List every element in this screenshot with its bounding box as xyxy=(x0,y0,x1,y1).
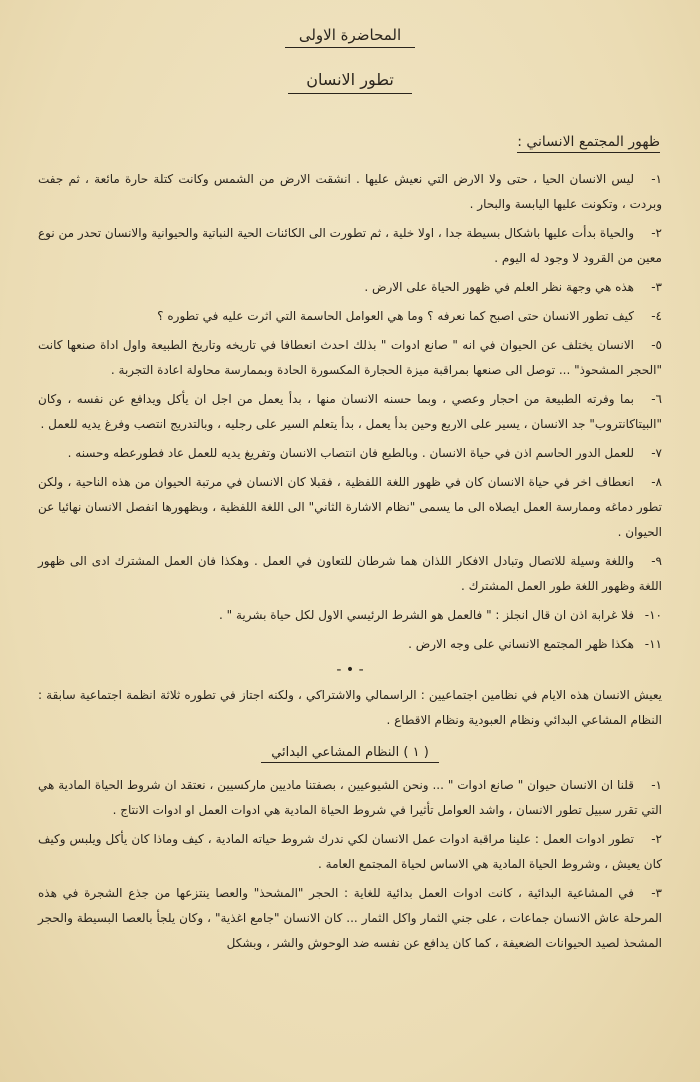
paragraph-text: تطور ادوات العمل : علينا مراقبة ادوات عمل الانسان لكي ندرك شروط حياته المادية ، كيف وماذا كان يأكل ويلبس وكيف كان يعيش ، وشروط الحياة المادية هي الاساس لحياة المجتمع العامة . xyxy=(38,832,662,871)
numbered-paragraph xyxy=(38,773,662,823)
numbered-paragraph xyxy=(38,275,662,300)
numbered-paragraph xyxy=(38,827,662,877)
numbered-paragraph xyxy=(38,441,662,466)
numbered-paragraph xyxy=(38,881,662,956)
paragraph-text: قلنا ان الانسان حيوان " صانع ادوات " ... ونحن الشيوعيين ، بصفتنا ماديين ماركسيين ، نعتقد ان شروط الحياة المادية هي التي تقرر سبيل تطور الانسان ، واشد العوامل تأثيرا في شروط الحياة المادية هي ادوات العمل او ادوات الانتاج . xyxy=(38,778,662,817)
paragraph-number: ٩- xyxy=(651,554,662,568)
document-title: تطور الانسان xyxy=(288,70,412,94)
paragraph-text: ليس الانسان الحيا ، حتى ولا الارض التي نعيش عليها . انشقت الارض من الشمس وكانت كتلة حارة مائعة ، ثم جفت وبردت ، وتكونت عليها اليابسة والبحار . xyxy=(38,172,662,211)
paragraph-number: ٥- xyxy=(651,338,662,352)
numbered-paragraph xyxy=(38,333,662,383)
lecture-label: المحاضرة الاولى xyxy=(285,26,415,48)
paragraph-number: ١- xyxy=(651,172,662,186)
section1-paragraph-list xyxy=(38,167,662,657)
paragraph-text: الانسان يختلف عن الحيوان في انه " صانع ادوات " بذلك احدث انعطافا في تاريخه وتاريخ الطبيعة واول اداة صنعها كانت "الحجر المشحوذ" ... توصل الى صنعها بمراقبة ميزة الحجارة المكسورة الحادة وبممارسة محاولة اعادة التجربة . xyxy=(38,338,662,377)
paragraph-text: انعطاف اخر في حياة الانسان كان في ظهور اللغة اللفظية ، فقبلا كان الانسان في مرتبة الحيوان من هذه الناحية ، ولكن تطور دماغه وممارسة العمل ايصلاه الى ما يسمى "نظام الاشارة الثاني" الى اللغة اللفظية ، وبظهورها انفصل الانسان نهائيا عن الحيوان . xyxy=(38,475,662,539)
paragraph-number: ٣- xyxy=(651,886,662,900)
paragraph-number: ١٠- xyxy=(644,608,662,622)
numbered-paragraph xyxy=(38,470,662,545)
paragraph-number: ٢- xyxy=(651,832,662,846)
paragraph-text: في المشاعية البدائية ، كانت ادوات العمل بدائية للغاية : الحجر "المشحذ" والعصا ينتزعها من جذع الشجرة في هذه المرحلة عاش الانسان جماعات ، على جني الثمار واكل الثمار ... كان الانسان "جامع اغذية" ، وكان يلجأ بالعصا البسيطة والحجر المشحذ لصيد الحيوانات الضعيفة ، كما كان يدافع عن نفسه ضد الوحوش والشر ، وبشكل xyxy=(38,886,662,950)
paragraph-text: هذه هي وجهة نظر العلم في ظهور الحياة على الارض . xyxy=(364,280,634,294)
subsection-heading-wrapper xyxy=(38,741,662,763)
paragraph-text: كيف تطور الانسان حتى اصبح كما نعرفه ؟ وما هي العوامل الحاسمة التي اثرت عليه في تطوره ؟ xyxy=(157,309,634,323)
paragraph-number: ٨- xyxy=(651,475,662,489)
paragraph-number: ٤- xyxy=(651,309,662,323)
paragraph-text: فلا غرابة اذن ان قال انجلز : " فالعمل هو الشرط الرئيسي الاول لكل حياة بشرية " . xyxy=(219,608,634,622)
paragraph-number: ٣- xyxy=(651,280,662,294)
paragraph-number: ١١- xyxy=(644,637,662,651)
subsection-heading-primitive-communism: ( ١ ) النظام المشاعي البدائي xyxy=(261,745,439,763)
paragraph-text: هكذا ظهر المجتمع الانساني على وجه الارض . xyxy=(408,637,634,651)
paragraph-text: بما وفرته الطبيعة من احجار وعصي ، وبما حسنه الانسان منها ، بدأ يعمل من اجل ان يأكل ويدافع عن نفسه ، وكان "البيتاكانتروب" جد الانسان ، يسير على الاربع وحين بدأ يعمل ، بدأ يتعلم السير على رجليه ، وبالتدريج انتصب وفرغ يديه للعمل . xyxy=(38,392,662,431)
paragraph-number: ١- xyxy=(651,778,662,792)
paragraph-number: ٧- xyxy=(651,446,662,460)
document-header xyxy=(38,18,662,94)
section-heading-human-society: ظهور المجتمع الانساني : xyxy=(517,134,660,153)
section2-paragraph-list xyxy=(38,773,662,956)
numbered-paragraph xyxy=(38,304,662,329)
paragraph-text: والحياة بدأت عليها باشكال بسيطة جدا ، اولا خلية ، ثم تطورت الى الكائنات الحية النباتية والحيوانية والانسان تحدر من نوع معين من القرود لا وجود له اليوم . xyxy=(38,226,662,265)
numbered-paragraph xyxy=(38,387,662,437)
intro-paragraph: يعيش الانسان هذه الايام في نظامين اجتماعيين : الراسمالي والاشتراكي ، ولكنه اجتاز في تطوره ثلاثة انظمة اجتماعية سابقة : النظام المشاعي البدائي ونظام العبودية ونظام الاقطاع . xyxy=(38,688,662,727)
numbered-paragraph xyxy=(38,603,662,628)
numbered-paragraph xyxy=(38,167,662,217)
section-separator: - • - xyxy=(336,662,364,678)
numbered-paragraph xyxy=(38,221,662,271)
paragraph-text: واللغة وسيلة للاتصال وتبادل الافكار اللذان هما شرطان للتعاون في العمل . وهكذا فان العمل المشترك ادى الى ظهور اللغة وظهور اللغة طور العمل المشترك . xyxy=(38,554,662,593)
paragraph-number: ٦- xyxy=(651,392,662,406)
numbered-paragraph xyxy=(38,632,662,657)
paragraph-text: للعمل الدور الحاسم اذن في حياة الانسان . وبالطبع فان انتصاب الانسان وتفريغ يديه للعمل عاد فطورعطه وحسنه . xyxy=(67,446,634,460)
paragraph-number: ٢- xyxy=(651,226,662,240)
numbered-paragraph xyxy=(38,549,662,599)
